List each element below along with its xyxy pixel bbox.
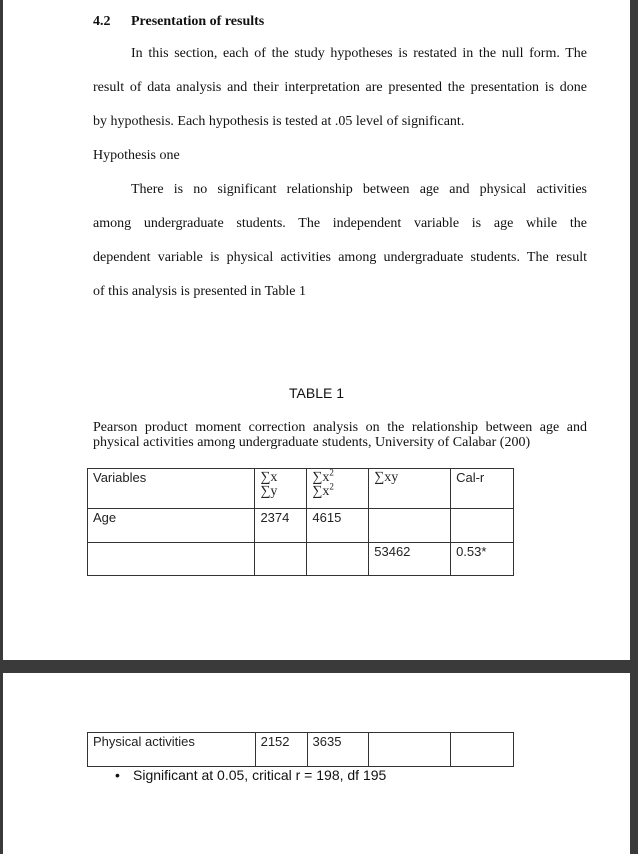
empty-cell — [369, 733, 451, 767]
header-sum-y: ∑y — [260, 484, 278, 499]
paragraph-line: of this analysis is presented in Table 1 — [93, 284, 307, 299]
sum-xy-value: 53462 — [369, 543, 451, 576]
table-row — [88, 543, 514, 576]
paragraph-line: dependent variable is physical activities among undergraduate students. The result — [93, 250, 587, 265]
empty-cell — [451, 733, 514, 767]
row-label-physical-activities: Physical activities — [88, 733, 256, 767]
note-text: Significant at 0.05, critical r = 198, df 195 — [133, 767, 387, 783]
header-sum-x2-a: $\sum x^2$ — [312, 467, 334, 485]
table-row — [88, 733, 514, 767]
table-title: TABLE 1 — [289, 385, 344, 401]
header-sum-x2-b: $\sum x^2$ — [312, 481, 334, 499]
empty-cell — [369, 509, 451, 543]
caption-line: Pearson product moment correction analysis on the relationship between age and — [93, 420, 587, 435]
intro-paragraph — [93, 37, 587, 309]
paragraph-line: among undergraduate students. The independent variable is age while the — [93, 216, 587, 231]
empty-cell — [255, 543, 307, 576]
paragraph-line: result of data analysis and their interpretation are presented the presentation is done — [93, 80, 587, 95]
row-label-age: Age — [88, 509, 255, 543]
age-sum: 2374 — [255, 509, 307, 543]
physical-sum: 2152 — [255, 733, 307, 767]
bullet-icon: • — [115, 767, 120, 783]
results-table — [87, 468, 514, 576]
document-page-2 — [3, 673, 630, 854]
caption-line: physical activities among undergraduate students, University of Calabar (200) — [93, 435, 531, 450]
age-sum-squares: 4615 — [307, 509, 369, 543]
empty-cell — [88, 543, 255, 576]
document-page-1 — [3, 0, 630, 660]
header-sum-x-y — [255, 469, 307, 509]
results-table-continued — [87, 732, 514, 767]
paragraph-line: In this section, each of the study hypotheses is restated in the null form. The — [131, 46, 587, 61]
table-header-row — [88, 469, 514, 509]
paragraph-line: by hypothesis. Each hypothesis is tested at .05 level of significant. — [93, 114, 465, 129]
paragraph-line: There is no significant relationship between age and physical activities — [131, 182, 587, 197]
physical-sum-squares: 3635 — [307, 733, 369, 767]
table-row — [88, 509, 514, 543]
header-sum-squares — [307, 469, 369, 509]
header-sum-xy: ∑xy — [369, 469, 451, 509]
significance-note — [115, 767, 386, 783]
cal-r-value: 0.53* — [451, 543, 514, 576]
hypothesis-label: Hypothesis one — [93, 148, 180, 163]
table-caption — [93, 420, 587, 450]
empty-cell — [307, 543, 369, 576]
empty-cell — [451, 509, 514, 543]
section-title: Presentation of results — [131, 14, 265, 29]
section-number: 4.2 — [93, 14, 111, 29]
header-sum-x: ∑x — [260, 470, 278, 485]
header-variables: Variables — [88, 469, 255, 509]
header-cal-r: Cal-r — [451, 469, 514, 509]
